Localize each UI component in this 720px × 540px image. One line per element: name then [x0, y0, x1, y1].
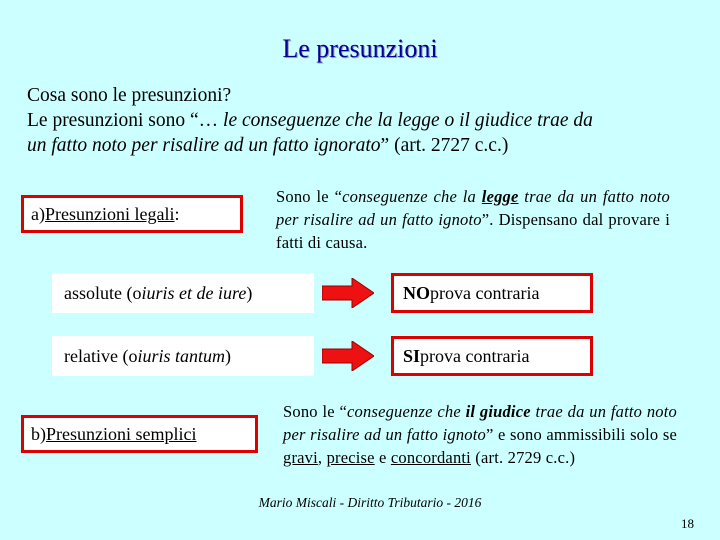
legali-desc-italic1: conseguenze che la	[342, 187, 482, 206]
footer-credit: Mario Miscali - Diritto Tributario - 2016	[258, 495, 482, 510]
legali-label: Presunzioni legali	[44, 203, 175, 224]
legali-desc-italic2: trae da un fatto noto per risalire ad un fatto ignoto	[276, 187, 670, 229]
relative-result-box	[391, 336, 593, 376]
page-title: Le presunzioni	[282, 34, 438, 63]
semplici-desc-italic2: trae da un fatto noto per risalire ad un fatto ignoto	[283, 402, 677, 444]
semplici-sep2: e	[374, 448, 391, 467]
semplici-prefix: b)	[31, 423, 46, 444]
intro-def-prefix: Le presunzioni sono “…	[27, 110, 224, 131]
intro-definition	[27, 108, 687, 158]
semplici-desc-giudice: il giudice	[465, 402, 531, 421]
condition-precise: precise	[326, 448, 375, 467]
condition-gravi: gravi	[283, 448, 318, 467]
page-number: 18	[681, 516, 694, 531]
arrow-right-icon	[322, 278, 374, 308]
legali-desc-pre: Sono le “	[276, 187, 343, 206]
semplici-desc-italic1: conseguenze che	[347, 402, 466, 421]
semplici-sep1: ,	[317, 448, 327, 467]
intro-def-italic: le conseguenze che la legge o il giudice trae da	[223, 110, 593, 131]
semplici-desc-pre: Sono le “	[283, 402, 348, 421]
assolute-pre: assolute (o	[64, 282, 142, 303]
intro-text	[27, 83, 687, 158]
semplici-description	[283, 400, 677, 469]
intro-def-italic-2: un fatto noto per risalire ad un fatto ignorato	[27, 135, 381, 156]
assolute-italic: iuris et de iure	[141, 282, 247, 303]
legali-colon: :	[174, 203, 180, 224]
intro-def-citation: ” (art. 2727 c.c.)	[380, 135, 509, 156]
legali-desc-post: ”. Dispensano dal provare i fatti di causa.	[276, 210, 671, 252]
relative-box	[52, 336, 314, 376]
assolute-post: )	[246, 282, 253, 303]
semplici-desc-citation: (art. 2729 c.c.)	[470, 448, 576, 467]
arrow-right-icon	[322, 341, 374, 371]
assolute-result-rest: prova contraria	[430, 282, 540, 303]
relative-result-rest: prova contraria	[420, 345, 530, 366]
assolute-result-box	[391, 273, 593, 313]
assolute-result-bold: NO	[403, 282, 430, 303]
relative-post: )	[224, 345, 231, 366]
relative-italic: iuris tantum	[137, 345, 225, 366]
condition-concordanti: concordanti	[390, 448, 471, 467]
semplici-desc-mid: ” e sono ammissibili solo se	[485, 425, 677, 444]
legali-desc-legge: legge	[481, 187, 519, 206]
intro-question: Cosa sono le presunzioni?	[27, 85, 232, 106]
legali-prefix: a)	[31, 203, 45, 224]
legali-description	[276, 185, 670, 254]
semplici-label: Presunzioni semplici	[46, 423, 197, 444]
presunzioni-semplici-box	[21, 415, 258, 453]
relative-pre: relative (o	[64, 345, 138, 366]
presunzioni-legali-box	[21, 195, 243, 233]
assolute-box	[52, 273, 314, 313]
relative-result-bold: SI	[403, 345, 421, 366]
